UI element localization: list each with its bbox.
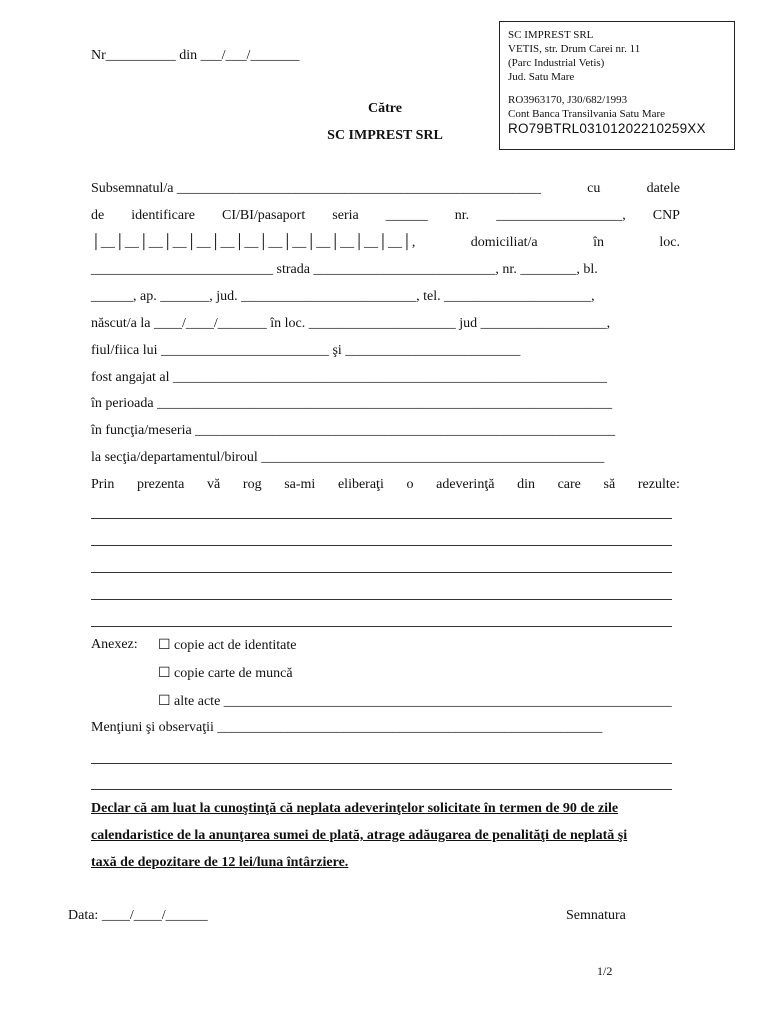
form-line-employer[interactable]: fost angajat al ______________________________________________________________	[91, 370, 608, 385]
request-blank-line[interactable]	[91, 599, 672, 600]
form-line-name[interactable]: Subsemnatul/a ____________________________________________________ cu datele	[91, 181, 680, 196]
mentions-line[interactable]: Menţiuni şi observaţii _______________________________________________________	[91, 720, 603, 735]
annex-checkbox-other[interactable]: ☐ alte acte ________________________________________________________________	[158, 694, 672, 709]
company-registration: RO3963170, J30/682/1993	[508, 94, 628, 106]
recipient-name: SC IMPREST SRL	[327, 128, 443, 143]
annex-checkbox-id[interactable]: ☐ copie act de identitate	[158, 638, 297, 653]
request-blank-line[interactable]	[91, 626, 672, 627]
cnp-boxes: │__│__│__│__│__│__│__│__│__│__│__│__│__│,	[91, 235, 416, 250]
company-address-line-2: (Parc Industrial Vetis)	[508, 57, 605, 69]
request-blank-line[interactable]	[91, 545, 672, 546]
request-blank-line[interactable]	[91, 518, 672, 519]
page-number: 1/2	[597, 964, 613, 978]
annex-checkbox-workbook[interactable]: ☐ copie carte de muncă	[158, 666, 293, 681]
date-field[interactable]: Data: ____/____/______	[68, 908, 208, 923]
recipient-to: Către	[368, 101, 402, 116]
declaration: Declar că am luat la cunoştinţă că neplata adeverinţelor solicitate în termen de 90 de zile calendaristice de la anunţarea sumei de plată, atrage adăugarea de penalităţi de neplată şi taxă de depozitare de 12 lei/luna întârziere.	[91, 801, 628, 870]
signature-label: Semnatura	[566, 908, 626, 923]
form-line-birth[interactable]: născut/a la ____/____/_______ în loc. _____________________ jud __________________,	[91, 316, 611, 331]
company-iban: RO79BTRL03101202210259XX	[508, 121, 706, 136]
form-line-parents[interactable]: fiul/fiica lui ________________________ şi _________________________	[91, 343, 521, 358]
mentions-blank-line[interactable]	[91, 763, 672, 764]
request-blank-line[interactable]	[91, 572, 672, 573]
company-bank: Cont Banca Transilvania Satu Mare	[508, 108, 666, 120]
form-line-cnp[interactable]: │__│__│__│__│__│__│__│__│__│__│__│__│__│, domiciliat/a în loc.	[91, 235, 680, 250]
form-line-id[interactable]: de identificare CI/BI/pasaport seria ______ nr. __________________, CNP	[91, 208, 680, 223]
company-address-line-1: VETIS, str. Drum Carei nr. 11	[508, 43, 641, 55]
company-info-box	[499, 21, 735, 150]
form-line-address-2[interactable]: ______, ap. _______, jud. _________________________, tel. _____________________,	[91, 289, 595, 304]
annex-label: Anexez:	[91, 637, 138, 652]
form-line-request: Prin prezenta vă rog sa-mi eliberaţi o adeverinţă din care să rezulte:	[91, 477, 680, 492]
company-county: Jud. Satu Mare	[508, 71, 575, 83]
form-line-department[interactable]: la secţia/departamentul/biroul _________________________________________________	[91, 450, 605, 465]
company-name: SC IMPREST SRL	[508, 29, 594, 41]
form-line-period[interactable]: în perioada _________________________________________________________________	[91, 396, 613, 411]
form-line-function[interactable]: în funcţia/meseria ____________________________________________________________	[91, 423, 616, 438]
mentions-blank-line[interactable]	[91, 789, 672, 790]
form-line-address[interactable]: __________________________ strada __________________________, nr. ________, bl.	[91, 262, 598, 277]
document-number-date: Nr__________ din ___/___/_______	[91, 48, 300, 63]
